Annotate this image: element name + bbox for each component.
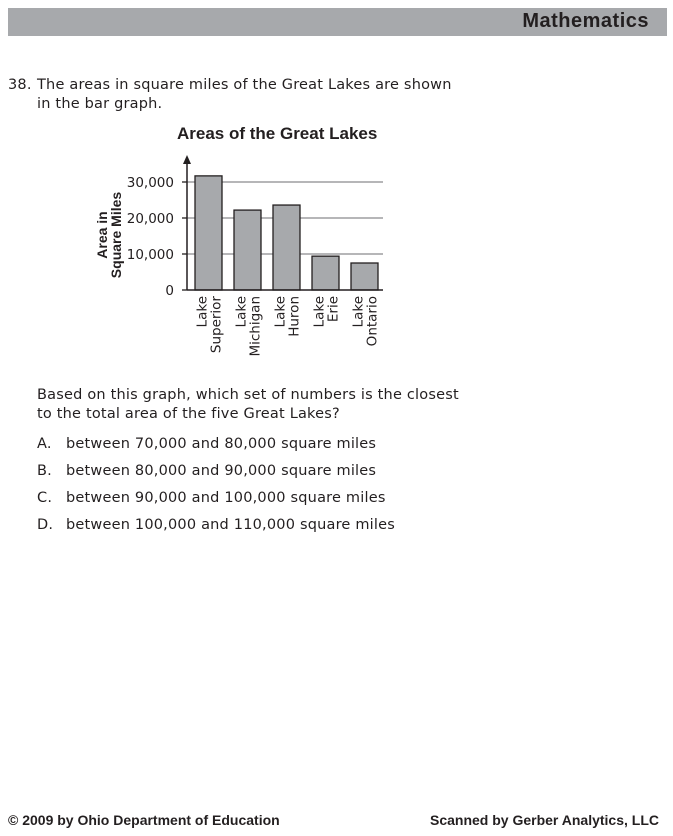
y-axis-label-line-2: Square Miles bbox=[108, 191, 124, 279]
choice-letter: D. bbox=[37, 517, 54, 533]
bar bbox=[195, 176, 222, 290]
y-tick-label: 0 bbox=[165, 283, 174, 299]
chart-title: Areas of the Great Lakes bbox=[177, 124, 378, 143]
y-tick-label: 20,000 bbox=[126, 211, 174, 227]
y-axis-label-line-1: Area in bbox=[94, 211, 110, 259]
x-tick-label: Lake bbox=[233, 296, 250, 328]
question-number: 38. bbox=[8, 77, 32, 93]
answer-choices bbox=[37, 436, 395, 544]
choice-d[interactable] bbox=[37, 517, 395, 544]
choice-text: between 90,000 and 100,000 square miles bbox=[66, 490, 386, 506]
x-tick-label: Lake bbox=[194, 296, 211, 328]
footer-copyright: © 2009 by Ohio Department of Education bbox=[8, 812, 280, 828]
choice-a[interactable] bbox=[37, 436, 395, 463]
bar bbox=[234, 210, 261, 290]
stem-line-1: Based on this graph, which set of numbers is the closest bbox=[37, 387, 459, 403]
y-axis-arrow-icon bbox=[183, 155, 191, 164]
x-tick-label: Lake bbox=[311, 296, 328, 328]
bar bbox=[351, 263, 378, 290]
header-title: Mathematics bbox=[522, 10, 649, 32]
x-tick-label: Ontario bbox=[364, 296, 381, 347]
question-line-1: The areas in square miles of the Great Lakes are shown bbox=[37, 77, 452, 93]
x-tick-label: Superior bbox=[208, 296, 225, 354]
x-tick-label: Huron bbox=[286, 296, 303, 337]
bar bbox=[312, 256, 339, 290]
x-tick-label: Erie bbox=[325, 296, 342, 323]
bar-chart bbox=[0, 0, 673, 380]
x-tick-label: Michigan bbox=[247, 296, 264, 357]
choice-text: between 100,000 and 110,000 square miles bbox=[66, 517, 396, 533]
footer-scanner-credit: Scanned by Gerber Analytics, LLC bbox=[430, 812, 659, 828]
choice-letter: C. bbox=[37, 490, 53, 506]
question-line-2: in the bar graph. bbox=[37, 96, 163, 112]
choice-text: between 80,000 and 90,000 square miles bbox=[66, 463, 377, 479]
y-tick-label: 30,000 bbox=[126, 175, 174, 191]
choice-letter: B. bbox=[37, 463, 52, 479]
y-tick-label: 10,000 bbox=[126, 247, 174, 263]
bar bbox=[273, 205, 300, 290]
stem-line-2: to the total area of the five Great Lakes? bbox=[37, 406, 340, 422]
choice-text: between 70,000 and 80,000 square miles bbox=[66, 436, 377, 452]
x-tick-label: Lake bbox=[350, 296, 367, 328]
choice-c[interactable] bbox=[37, 490, 395, 517]
choice-letter: A. bbox=[37, 436, 52, 452]
x-tick-label: Lake bbox=[272, 296, 289, 328]
question-stem bbox=[37, 386, 459, 424]
choice-b[interactable] bbox=[37, 463, 395, 490]
